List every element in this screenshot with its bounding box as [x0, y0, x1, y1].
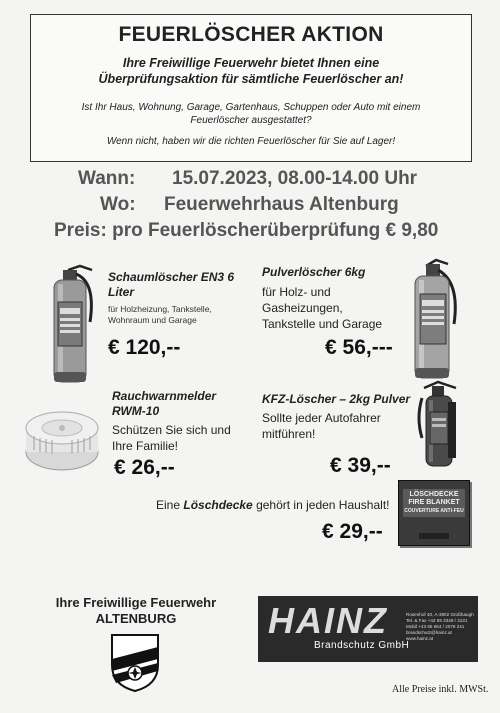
foam-name-line-1: Schaumlöscher EN3 6 [108, 270, 235, 284]
smoke-name-line-2: RWM-10 [112, 404, 160, 418]
car-desc-line-1: Sollte jeder Autofahrer [262, 411, 381, 425]
company-logo-text: HAINZ [268, 600, 388, 641]
smoke-desc-line-1: Schützen Sie sich und [112, 423, 231, 437]
company-address-line-3: Mobil +43 65 664 / 2078 241 [406, 624, 465, 629]
company-address [406, 612, 476, 642]
org-name [36, 595, 236, 627]
car-price: € 39,-- [330, 454, 391, 477]
company-logo [258, 596, 478, 662]
fire-brigade-emblem-icon [110, 633, 160, 693]
powder-desc-line-1: für Holz- und [262, 285, 331, 299]
powder-name: Pulverlöscher 6kg [262, 265, 366, 279]
car-extinguisher-image [414, 378, 462, 470]
where-label: Wo: [100, 194, 136, 215]
smoke-price: € 26,-- [114, 456, 175, 479]
foam-name-line-2: Liter [108, 285, 135, 299]
foam-desc-line-2: Wohnraum und Garage [108, 315, 197, 325]
company-address-line-4: brandschutz@hainz.at www.hainz.at [406, 630, 452, 641]
smoke-desc [112, 422, 262, 454]
when-value: 15.07.2023, 08.00-14.00 Uhr [172, 168, 418, 189]
org-name-line-2: ALTENBURG [95, 611, 177, 626]
foam-price: € 120,-- [108, 336, 181, 359]
smoke-detector-image [24, 404, 100, 478]
blanket-text-pre: Eine [156, 498, 184, 512]
car-desc [262, 410, 422, 442]
fire-blanket-label-3: COUVERTURE ANTI-FEU [404, 508, 464, 514]
blanket-text-post: gehört in jeden Haushalt! [252, 498, 390, 512]
smoke-name [112, 389, 252, 419]
question-text [61, 101, 441, 127]
question-line-1: Ist Ihr Haus, Wohnung, Garage, Gartenhaus, Schuppen oder Auto mit einem [81, 102, 421, 113]
flyer-title: FEUERLÖSCHER AKTION [118, 23, 384, 46]
fire-blanket-label-2: FIRE BLANKET [408, 499, 460, 506]
foam-extinguisher-image [40, 262, 100, 386]
fire-blanket-label [403, 489, 465, 517]
header-box [30, 14, 472, 162]
smoke-desc-line-2: Ihre Familie! [112, 439, 179, 453]
foam-desc [108, 304, 248, 326]
powder-price: € 56,--- [325, 336, 393, 359]
question-line-2: Feuerlöscher ausgestattet? [190, 115, 312, 126]
company-address-line-1: Rosenhof 40, A-3902 Großhaugh [406, 612, 474, 617]
car-name: KFZ-Löscher – 2kg Pulver [262, 392, 411, 406]
blanket-text-bold: Löschdecke [183, 498, 253, 512]
vat-note: Alle Preise inkl. MWSt. [392, 684, 489, 695]
blanket-text [156, 498, 390, 512]
price-line: Preis: pro Feuerlöscherüberprüfung € 9,80 [54, 220, 439, 241]
answer-text: Wenn nicht, haben wir die richten Feuerlöscher für Sie auf Lager! [106, 136, 396, 147]
company-logo-subtitle: Brandschutz GmbH [314, 640, 410, 651]
powder-desc-line-2: Gasheizungen, [262, 301, 343, 315]
car-desc-line-2: mitführen! [262, 427, 316, 441]
blanket-price: € 29,-- [322, 520, 383, 543]
foam-desc-line-1: für Holzheizung, Tankstelle, [108, 304, 212, 314]
powder-desc [262, 284, 402, 332]
powder-extinguisher-image [402, 258, 462, 382]
lead-text [41, 55, 461, 87]
fire-blanket-image [398, 480, 470, 546]
foam-name [108, 270, 248, 300]
org-name-line-1: Ihre Freiwillige Feuerwehr [55, 595, 217, 610]
when-label: Wann: [78, 168, 136, 189]
powder-desc-line-3: Tankstelle und Garage [262, 317, 383, 331]
company-address-line-2: Tel. & Fax +43 65 3348 / 3131 [406, 618, 468, 623]
fire-blanket-label-1: LÖSCHDECKE [409, 491, 459, 498]
where-value: Feuerwehrhaus Altenburg [164, 194, 399, 215]
lead-line-2: Überprüfungsaktion für sämtliche Feuerlöscher an! [98, 72, 404, 86]
fire-blanket-tab [419, 533, 449, 539]
lead-line-1: Ihre Freiwillige Feuerwehr bietet Ihnen eine [122, 56, 380, 70]
smoke-name-line-1: Rauchwarnmelder [112, 389, 217, 403]
